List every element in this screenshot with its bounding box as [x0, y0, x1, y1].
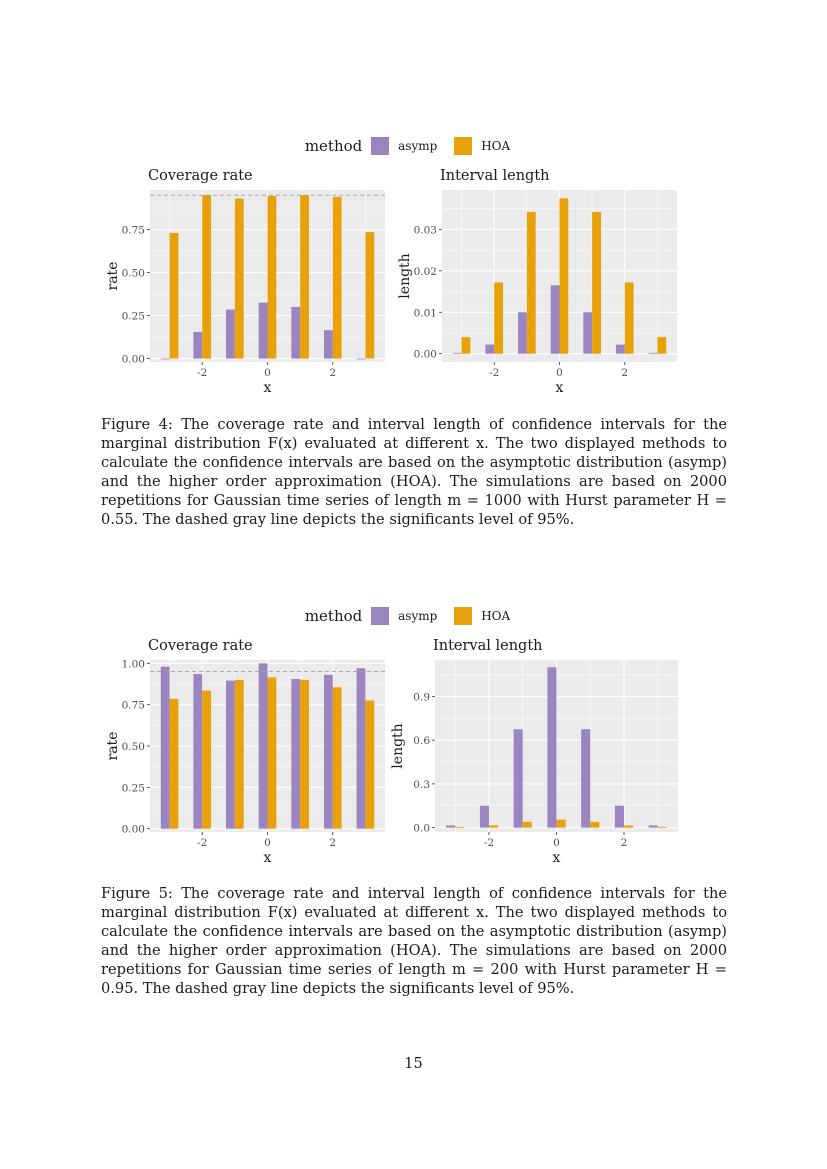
bar-hoa — [333, 197, 342, 359]
bar-asymp — [161, 667, 170, 829]
x-tick-label: 2 — [621, 367, 629, 379]
y-tick-label: 0.01 — [413, 307, 437, 320]
bar-hoa — [560, 198, 569, 353]
bar-hoa — [658, 827, 667, 828]
y-tick-label: 0.03 — [413, 224, 437, 237]
bar-asymp — [324, 330, 333, 358]
bar-hoa — [624, 825, 633, 827]
bar-asymp — [259, 663, 268, 828]
legend-hoa-label: HOA — [481, 139, 511, 153]
x-tick-label: 0 — [264, 367, 271, 379]
y-tick-label: 0.25 — [121, 782, 145, 795]
y-tick-label: 0.3 — [413, 778, 430, 791]
bar-hoa — [455, 827, 464, 828]
bar-asymp — [291, 679, 300, 829]
bar-hoa — [557, 820, 566, 828]
y-axis-label: length — [397, 253, 413, 299]
bar-asymp — [485, 345, 494, 354]
bar-asymp — [357, 668, 366, 828]
figure5-legend — [0, 607, 827, 625]
figure4-caption: Figure 4: The coverage rate and interval length of confidence intervals for the marginal distribution F(x) evaluated at different x. The two displayed methods to calculate the confidence intervals are based on the asymptotic distribution (asymp) and the higher order approximation (HOA). The simulations are based on 2000 repetitions for Gaussian time series of length m = 1000 with Hurst parameter H = 0.55. The dashed gray line depicts the significants level of 95%. — [101, 416, 727, 528]
y-tick-label: 0.25 — [121, 310, 145, 323]
bar-asymp — [453, 353, 462, 354]
bar-hoa — [170, 233, 179, 359]
bar-asymp — [547, 667, 556, 827]
y-tick-label: 0.75 — [121, 699, 145, 712]
panel-title: Coverage rate — [148, 168, 253, 184]
bar-asymp — [551, 285, 560, 353]
bar-hoa — [527, 212, 536, 354]
bar-asymp — [193, 674, 202, 829]
x-tick-label: -2 — [489, 367, 500, 379]
y-axis-label: length — [390, 723, 406, 769]
bar-asymp — [291, 307, 300, 359]
x-axis-label: x — [552, 850, 561, 866]
x-tick-label: 0 — [556, 367, 563, 379]
bar-hoa — [202, 691, 211, 829]
bar-hoa — [235, 680, 244, 829]
bar-asymp — [616, 345, 625, 354]
page-number: 15 — [404, 1056, 423, 1072]
y-tick-label: 0.75 — [121, 224, 145, 237]
bar-hoa — [202, 195, 211, 358]
bar-hoa — [235, 199, 244, 359]
legend-title: method — [304, 137, 363, 155]
y-tick-label: 0.50 — [121, 741, 145, 753]
figure4-coverage-rate-chart — [100, 160, 400, 400]
x-axis-label: x — [263, 380, 272, 396]
panel-title: Interval length — [440, 168, 550, 184]
bar-hoa — [462, 337, 471, 354]
panel-title: Interval length — [433, 638, 543, 654]
bar-hoa — [268, 677, 277, 828]
bar-asymp — [480, 806, 489, 828]
figure5-caption: Figure 5: The coverage rate and interval length of confidence intervals for the marginal distribution F(x) evaluated at different x. The two displayed methods to calculate the confidence intervals are based on the asymptotic distribution (asymp) and the higher order approximation (HOA). The simulations are based on 2000 repetitions for Gaussian time series of length m = 200 with Hurst parameter H = 0.95. The dashed gray line depicts the significants level of 95%. — [101, 885, 727, 997]
x-axis-label: x — [555, 380, 564, 396]
x-tick-label: 2 — [329, 367, 337, 379]
legend-title: method — [304, 607, 363, 625]
bar-asymp — [649, 825, 658, 827]
bar-asymp — [226, 681, 235, 829]
x-axis-label: x — [263, 850, 272, 866]
legend-asymp-swatch — [371, 137, 389, 155]
figure5-coverage-rate-chart — [100, 630, 400, 870]
y-tick-label: 0.50 — [121, 267, 145, 280]
figure5-interval-length-chart — [385, 630, 692, 870]
bar-asymp — [357, 359, 366, 360]
legend-hoa-swatch — [454, 137, 472, 155]
figure4-legend — [0, 137, 827, 155]
bar-asymp — [324, 675, 333, 829]
bar-asymp — [259, 303, 268, 359]
bar-hoa — [590, 822, 599, 828]
bar-hoa — [494, 282, 503, 353]
y-tick-label: 0.00 — [121, 823, 145, 836]
y-tick-label: 0.02 — [413, 265, 437, 278]
bar-asymp — [583, 312, 592, 353]
bar-hoa — [170, 699, 179, 829]
legend-asymp-label: asymp — [398, 609, 438, 623]
legend-asymp-swatch — [371, 607, 389, 625]
y-tick-label: 0.0 — [413, 822, 430, 835]
legend-hoa-label: HOA — [481, 609, 511, 623]
bar-hoa — [300, 680, 309, 829]
bar-asymp — [581, 729, 590, 827]
bar-asymp — [161, 359, 170, 360]
y-tick-label: 0.9 — [413, 691, 430, 704]
figure4-interval-length-chart — [392, 160, 692, 400]
y-tick-label: 0.00 — [121, 353, 145, 366]
y-tick-label: 0.6 — [413, 735, 430, 748]
legend-hoa-swatch — [454, 607, 472, 625]
bar-hoa — [625, 282, 634, 353]
bar-hoa — [365, 232, 374, 358]
x-tick-label: 2 — [620, 837, 628, 849]
bar-asymp — [193, 332, 202, 359]
y-axis-label: rate — [105, 261, 121, 291]
bar-hoa — [333, 687, 342, 828]
x-tick-label: 2 — [329, 837, 337, 849]
y-tick-label: 0.00 — [413, 348, 437, 361]
bar-hoa — [657, 337, 666, 354]
bar-asymp — [615, 806, 624, 828]
bar-hoa — [365, 701, 374, 829]
bar-asymp — [518, 312, 527, 353]
y-axis-label: rate — [105, 731, 121, 761]
x-tick-label: -2 — [483, 837, 495, 849]
panel-title: Coverage rate — [148, 638, 253, 654]
bar-hoa — [268, 196, 277, 359]
bar-asymp — [649, 353, 658, 354]
legend-asymp-label: asymp — [398, 139, 438, 153]
x-tick-label: 0 — [553, 837, 560, 849]
bar-asymp — [514, 729, 523, 827]
x-tick-label: -2 — [197, 367, 208, 379]
x-tick-label: 0 — [264, 837, 271, 849]
y-tick-label: 1.00 — [121, 658, 145, 671]
bar-hoa — [592, 212, 601, 354]
bar-hoa — [300, 195, 309, 358]
x-tick-label: -2 — [197, 837, 208, 849]
bar-asymp — [226, 310, 235, 359]
bar-asymp — [446, 825, 455, 827]
bar-hoa — [489, 825, 498, 827]
bar-hoa — [523, 822, 532, 828]
